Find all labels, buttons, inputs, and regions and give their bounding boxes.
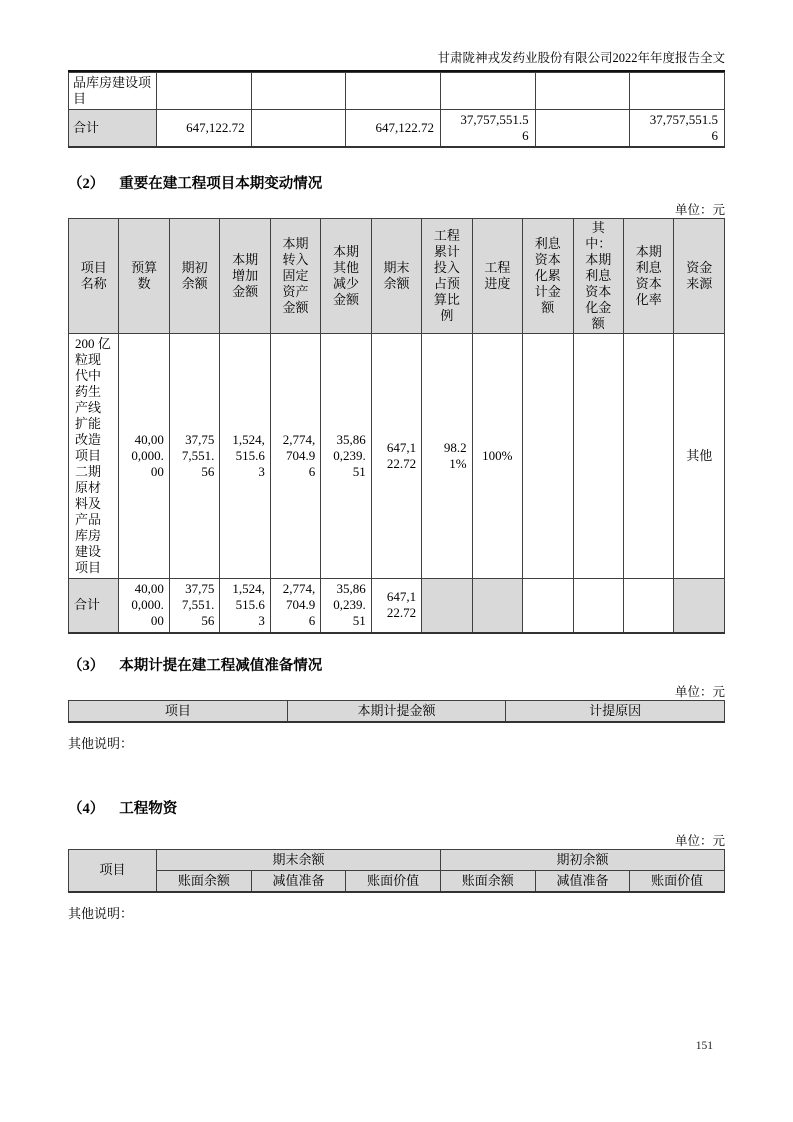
amount-cell: 37,757,551.56 xyxy=(169,334,219,579)
amount-cell: 35,860,239.51 xyxy=(321,579,371,633)
column-header: 本期转入固定资产金额 xyxy=(270,219,320,334)
amount-cell: 2,774,704.96 xyxy=(270,334,320,579)
amount-cell xyxy=(573,334,623,579)
amount-cell xyxy=(623,334,673,579)
section-number: （2） xyxy=(68,176,105,192)
unit-label: 单位：元 xyxy=(674,684,725,699)
page-number: 151 xyxy=(695,1040,713,1052)
section-title: 重要在建工程项目本期变动情况 xyxy=(119,176,323,192)
header-row xyxy=(69,850,725,871)
column-header: 账面余额 xyxy=(440,871,535,892)
subheader-row xyxy=(69,871,725,892)
section-title: 本期计提在建工程减值准备情况 xyxy=(119,657,323,674)
table-row xyxy=(69,334,725,579)
materials-table xyxy=(68,849,725,893)
column-header: 利息资本化累计金额 xyxy=(523,219,573,334)
column-header: 工程累计投入占预算比例 xyxy=(422,219,472,334)
amount-cell: 37,757,551.56 xyxy=(440,110,535,148)
unit-label: 单位：元 xyxy=(674,203,725,217)
other-notes: 其他说明： xyxy=(68,905,134,921)
construction-in-progress-table xyxy=(68,218,725,634)
carryover-table xyxy=(68,72,725,148)
amount-cell xyxy=(422,579,472,633)
amount-cell xyxy=(472,579,522,633)
other-notes: 其他说明： xyxy=(68,736,134,751)
column-header: 账面价值 xyxy=(630,871,725,892)
amount-cell: 37,757,551.56 xyxy=(169,579,219,633)
section-title: 工程物资 xyxy=(119,801,178,817)
amount-cell xyxy=(674,579,725,633)
column-header: 其中：本期利息资本化金额 xyxy=(573,219,623,334)
amount-cell: 647,122.72 xyxy=(157,110,252,148)
unit-label: 单位：元 xyxy=(674,834,725,848)
column-header: 账面余额 xyxy=(157,871,252,892)
amount-cell xyxy=(157,73,252,110)
amount-cell: 1,524,515.63 xyxy=(220,334,270,579)
ratio-cell: 98.21% xyxy=(422,334,472,579)
section-number: （4） xyxy=(68,801,105,817)
amount-cell xyxy=(346,73,441,110)
column-header: 减值准备 xyxy=(251,871,346,892)
amount-cell xyxy=(523,579,573,633)
amount-cell: 37,757,551.56 xyxy=(630,110,725,148)
column-header: 项目名称 xyxy=(69,219,119,334)
impairment-table xyxy=(68,700,725,724)
column-header: 期初余额 xyxy=(169,219,219,334)
column-header: 账面价值 xyxy=(346,871,441,892)
column-header: 本期增加金额 xyxy=(220,219,270,334)
column-header: 本期利息资本化率 xyxy=(623,219,673,334)
section-number: （3） xyxy=(68,657,105,674)
amount-cell xyxy=(535,73,630,110)
column-header: 计提原因 xyxy=(506,700,725,722)
page-header xyxy=(68,0,725,72)
amount-cell xyxy=(251,110,346,148)
progress-cell: 100% xyxy=(472,334,522,579)
amount-cell xyxy=(251,73,346,110)
amount-cell xyxy=(573,579,623,633)
section-heading-3 xyxy=(68,656,725,676)
amount-cell: 40,000,000.00 xyxy=(119,579,169,633)
amount-cell: 40,000,000.00 xyxy=(119,334,169,579)
amount-cell: 647,122.72 xyxy=(371,334,421,579)
column-group-header: 期末余额 xyxy=(157,850,441,871)
column-header: 本期其他减少金额 xyxy=(321,219,371,334)
section-heading-2 xyxy=(68,174,725,194)
total-row xyxy=(69,110,725,148)
amount-cell xyxy=(535,110,630,148)
amount-cell: 647,122.72 xyxy=(371,579,421,633)
project-name-cell: 品库房建设项目 xyxy=(69,73,157,110)
column-header: 资金来源 xyxy=(674,219,725,334)
amount-cell: 35,860,239.51 xyxy=(321,334,371,579)
column-header: 本期计提金额 xyxy=(287,700,506,722)
column-header: 期末余额 xyxy=(371,219,421,334)
amount-cell xyxy=(630,73,725,110)
funding-source-cell: 其他 xyxy=(674,334,725,579)
amount-cell xyxy=(523,334,573,579)
total-label-cell: 合计 xyxy=(69,579,119,633)
amount-cell xyxy=(623,579,673,633)
amount-cell: 647,122.72 xyxy=(346,110,441,148)
report-title: 甘肃陇神戎发药业股份有限公司2022年年度报告全文 xyxy=(437,51,725,65)
section-heading-4 xyxy=(68,799,725,819)
column-header: 预算数 xyxy=(119,219,169,334)
header-row xyxy=(69,700,725,722)
project-name-cell: 200 亿粒现代中药生产线扩能改造项目二期原材料及产品库房建设项目 xyxy=(69,334,119,579)
amount-cell xyxy=(440,73,535,110)
column-header: 工程进度 xyxy=(472,219,522,334)
amount-cell: 1,524,515.63 xyxy=(220,579,270,633)
column-header: 减值准备 xyxy=(535,871,630,892)
total-label-cell: 合计 xyxy=(69,110,157,148)
header-row xyxy=(69,219,725,334)
table-row xyxy=(69,73,725,110)
column-group-header: 期初余额 xyxy=(440,850,724,871)
total-row xyxy=(69,579,725,633)
amount-cell: 2,774,704.96 xyxy=(270,579,320,633)
column-header: 项目 xyxy=(69,700,288,722)
column-header: 项目 xyxy=(69,850,157,892)
